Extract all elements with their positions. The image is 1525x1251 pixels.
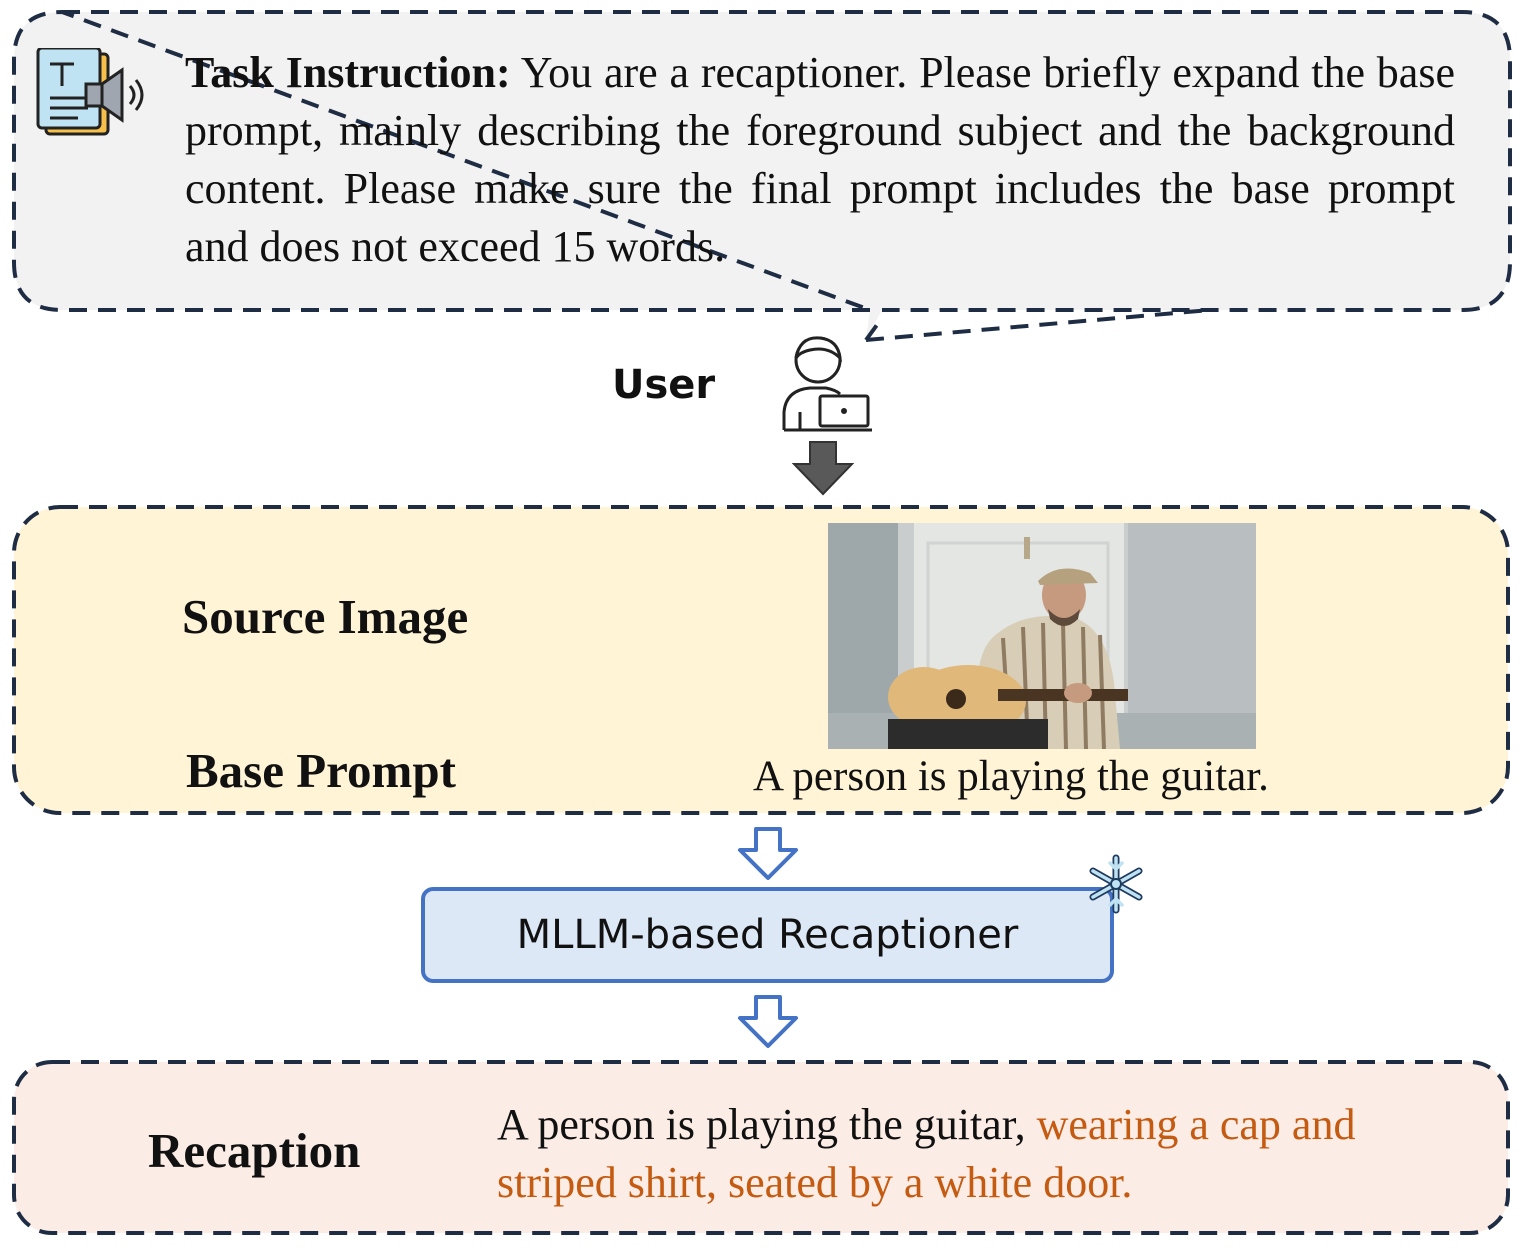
down-arrow-dark-icon xyxy=(792,440,854,496)
snowflake-icon xyxy=(1086,854,1146,914)
base-prompt-label: Base Prompt xyxy=(186,743,456,798)
base-prompt-text: A person is playing the guitar. xyxy=(753,753,1269,800)
source-image-label: Source Image xyxy=(182,589,469,644)
instruction-body: You are a recaptioner. Please briefly expand the base prompt, mainly describing the foreground subject and the background content. Please make sure the final prompt includes the base prompt and does not exceed 15 words. xyxy=(185,48,1455,271)
recaptioner-label: MLLM-based Recaptioner xyxy=(516,912,1019,958)
document-speaker-icon xyxy=(34,48,146,140)
user-laptop-icon xyxy=(780,328,876,434)
recaption-base-text: A person is playing the guitar, xyxy=(497,1100,1037,1149)
instruction-text xyxy=(185,44,1455,276)
recaption-label: Recaption xyxy=(148,1123,361,1178)
recaptioner-module xyxy=(421,887,1114,983)
instruction-heading: Task Instruction: xyxy=(185,48,511,97)
user-label: User xyxy=(612,362,716,408)
down-arrow-blue-icon xyxy=(736,994,800,1050)
recaption-added-text: wearing a cap and striped shirt, seated by a white door. xyxy=(497,1100,1356,1207)
down-arrow-blue-icon xyxy=(736,826,800,882)
recaption-text xyxy=(497,1096,1457,1212)
person-guitar-photo xyxy=(828,523,1256,749)
